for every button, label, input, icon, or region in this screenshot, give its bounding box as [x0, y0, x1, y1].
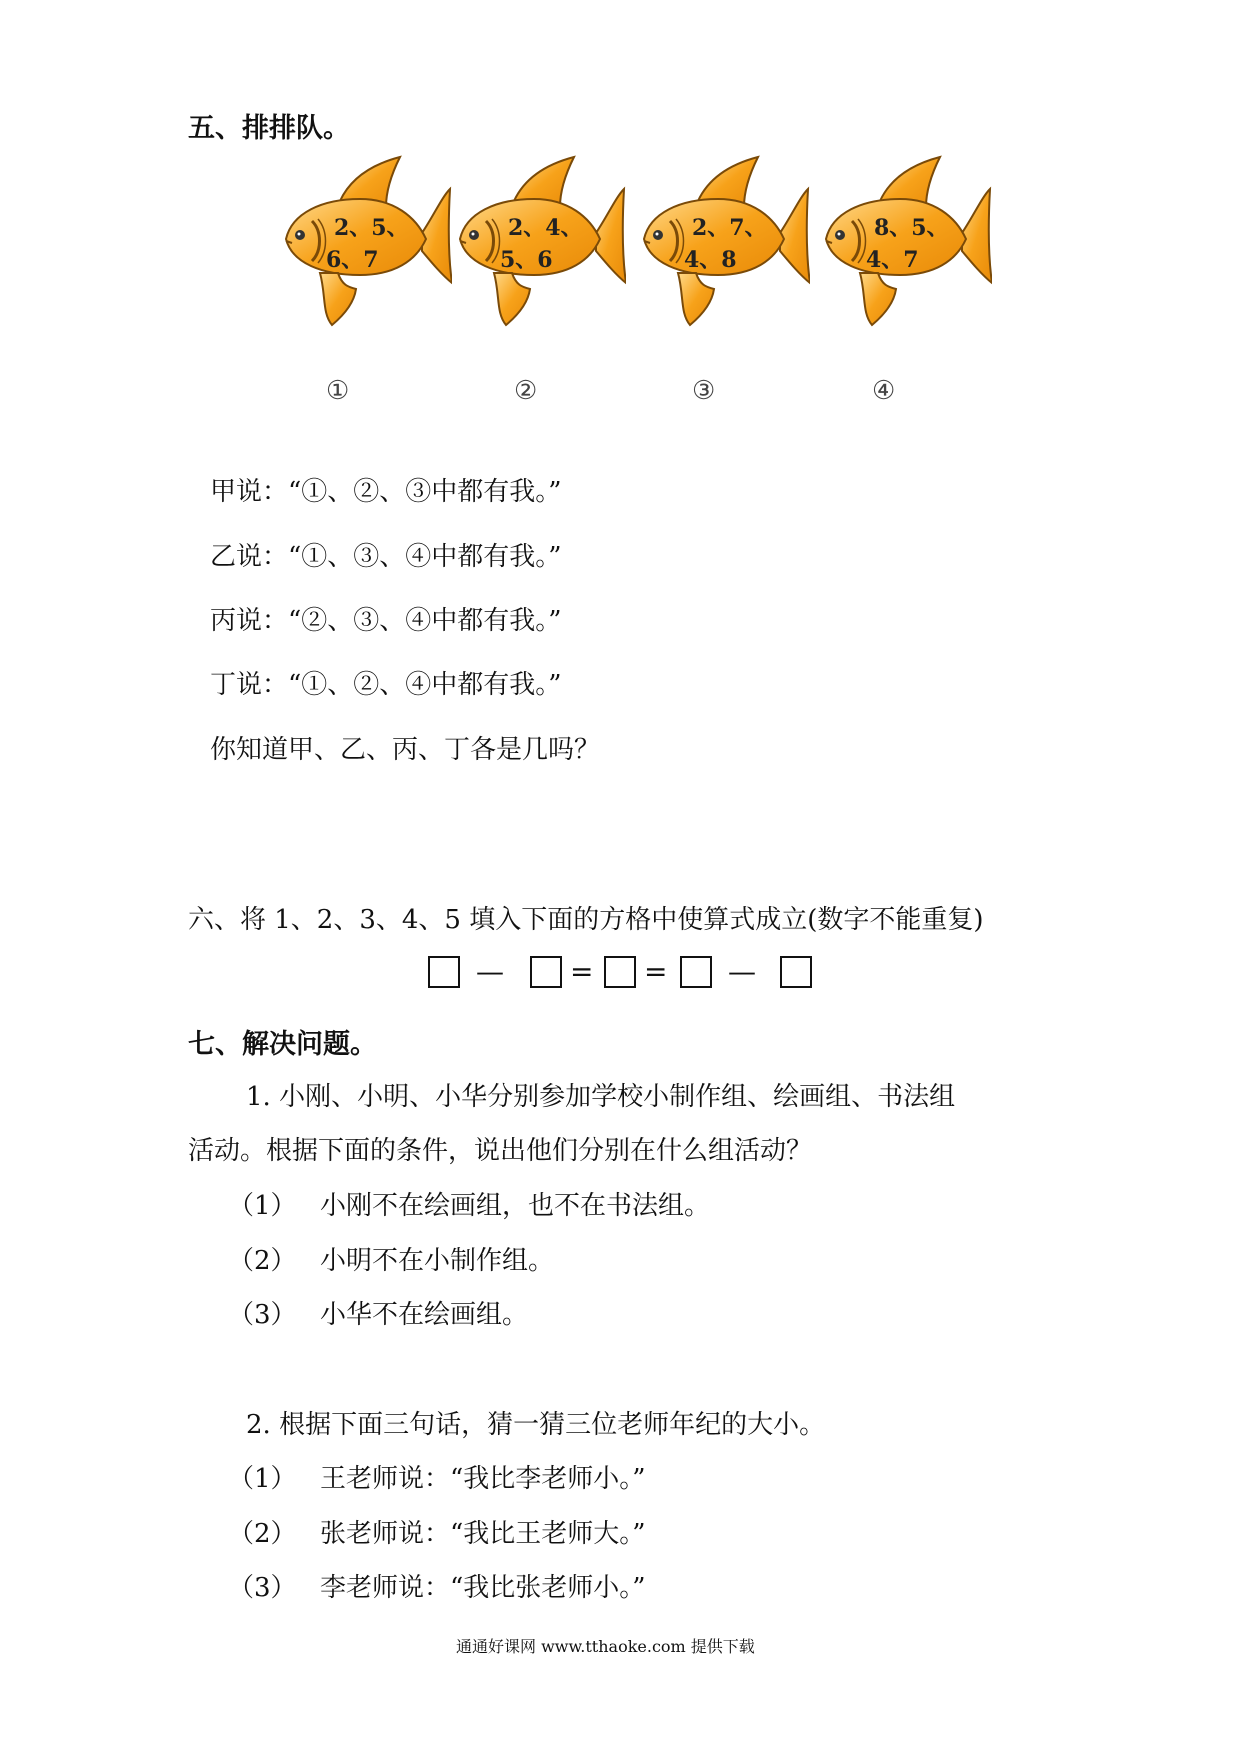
section6-title: 六、将 1、2、3、4、5 填入下面的方格中使算式成立(数字不能重复) [188, 905, 984, 935]
answer-box-1[interactable] [428, 956, 460, 988]
fish-1-label: ① [326, 376, 350, 406]
answer-box-3[interactable] [604, 956, 636, 988]
q1-line2: 活动。根据下面的条件，说出他们分别在什么组活动？ [188, 1136, 813, 1166]
q1-item-3-text: 小华不在绘画组。 [320, 1300, 529, 1330]
fish-4-label: ④ [872, 376, 896, 406]
q2-item-2-text: 张老师说：“我比王老师大。” [320, 1519, 646, 1549]
statement-yi: 乙说：“①、③、④中都有我。” [210, 542, 562, 572]
answer-box-2[interactable] [530, 956, 562, 988]
fish-3-label: ③ [692, 376, 716, 406]
answer-box-4[interactable] [680, 956, 712, 988]
fish-1 [282, 155, 452, 325]
minus-sign: — [728, 955, 756, 988]
section5-title: 五、排排队。 [188, 113, 350, 144]
fish-3 [640, 155, 810, 325]
fish-4-nums-bottom: 4、7 [866, 247, 919, 273]
fish-2 [456, 155, 626, 325]
q1-item-3-num: （3） [228, 1300, 297, 1330]
section5-question: 你知道甲、乙、丙、丁各是几吗？ [210, 735, 601, 765]
q1-line1: 1. 小刚、小明、小华分别参加学校小制作组、绘画组、书法组 [246, 1082, 956, 1112]
minus-sign: — [476, 955, 504, 988]
q2-item-2-num: （2） [228, 1519, 297, 1549]
q1-item-2-num: （2） [228, 1246, 297, 1276]
statement-jia: 甲说：“①、②、③中都有我。” [210, 477, 562, 507]
fish-2-nums-top: 2、4、 [508, 215, 583, 241]
q1-item-1-num: （1） [228, 1191, 297, 1221]
fish-2-label: ② [514, 376, 538, 406]
statement-ding: 丁说：“①、②、④中都有我。” [210, 670, 562, 700]
q2-item-1-num: （1） [228, 1464, 297, 1494]
fish-4 [822, 155, 992, 325]
q2-item-1-text: 王老师说：“我比李老师小。” [320, 1464, 646, 1494]
fish-3-nums-top: 2、7、 [692, 215, 767, 241]
fish-3-nums-bottom: 4、8 [684, 247, 737, 273]
section7-title: 七、解决问题。 [188, 1029, 377, 1060]
q1-item-1-text: 小刚不在绘画组，也不在书法组。 [320, 1191, 711, 1221]
q2-line1: 2. 根据下面三句话，猜一猜三位老师年纪的大小。 [246, 1410, 826, 1440]
statement-bing: 丙说：“②、③、④中都有我。” [210, 606, 562, 636]
fish-4-nums-top: 8、5、 [874, 215, 949, 241]
answer-box-5[interactable] [780, 956, 812, 988]
q2-item-3-num: （3） [228, 1573, 297, 1603]
footer-text: 通通好课网 www.tthaoke.com 提供下载 [456, 1637, 755, 1656]
q1-item-2-text: 小明不在小制作组。 [320, 1246, 555, 1276]
fish-1-nums-bottom: 6、7 [326, 247, 379, 273]
equals-sign: = [570, 955, 594, 988]
fish-2-nums-bottom: 5、6 [500, 247, 553, 273]
fish-1-nums-top: 2、5、 [334, 215, 409, 241]
equals-sign: = [644, 955, 668, 988]
q2-item-3-text: 李老师说：“我比张老师小。” [320, 1573, 646, 1603]
